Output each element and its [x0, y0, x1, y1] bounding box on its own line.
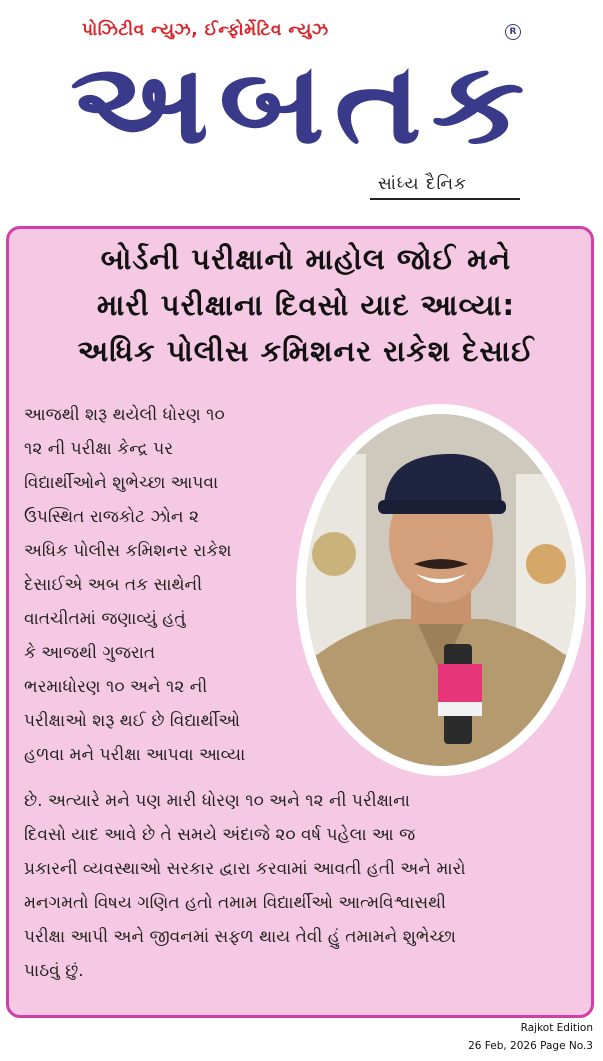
body-line: આજથી શરૂ થયેલી ધોરણ ૧૦ — [24, 405, 225, 425]
body-line: હળવા મને પરીક્ષા આપવા આવ્યા — [24, 745, 246, 765]
headline-line: બોર્ડની પરીક્ષાનો માહોલ જોઈ મને — [100, 242, 512, 276]
masthead-tagline: પોઝિટીવ ન્યુઝ, ઈન્ફોર્મેટિવ ન્યુઝ — [82, 20, 329, 40]
footer-date-page: 26 Feb, 2026 Page No.3 — [468, 1040, 593, 1052]
body-line: છે. અત્યારે મને પણ મારી ધોરણ ૧૦ અને ૧૨ ની પરીક્ષાના — [24, 791, 410, 811]
article-headline — [16, 236, 596, 374]
masthead — [0, 0, 603, 210]
body-line: પાઠવું છું. — [24, 961, 84, 981]
body-line: પરીક્ષા આપી અને જીવનમાં સફળ થાય તેવી હું તમામને શુભેચ્છા — [24, 927, 456, 947]
body-line: વાતચીતમાં જણાવ્યું હતું — [24, 609, 186, 629]
body-line: વિદ્યાર્થીઓને શુભેચ્છા આપવા — [24, 473, 219, 493]
registered-mark-icon: R — [505, 24, 521, 40]
officer-photo — [306, 414, 576, 766]
body-line: પરીક્ષાઓ શરૂ થઈ છે વિદ્યાર્થીઓ — [24, 711, 241, 731]
headline-line: મારી પરીક્ષાના દિવસો યાદ આવ્યા: — [96, 288, 516, 322]
body-line: કે આજથી ગુજરાત — [24, 643, 156, 663]
body-line: દેસાઈએ અબ તક સાથેની — [24, 575, 203, 595]
newspaper-logo: અબતક — [69, 39, 535, 169]
body-line: ૧૨ ની પરીક્ષા કેન્દ્ર પર — [24, 439, 174, 459]
article-body-column — [24, 398, 304, 772]
headline-line: અધિક પોલીસ કમિશનર રાકેશ દેસાઈ — [77, 334, 535, 368]
footer-edition: Rajkot Edition — [520, 1022, 593, 1034]
body-line: અધિક પોલીસ કમિશનર રાકેશ — [24, 541, 232, 561]
body-line: ભરમાધોરણ ૧૦ અને ૧૨ ની — [24, 677, 208, 697]
edition-type: સાંધ્ય દૈનિક — [378, 174, 468, 194]
article-body-full — [24, 784, 588, 988]
body-line: દિવસો યાદ આવે છે તે સમયે અંદાજે ૨૦ વર્ષ પહેલા આ જ — [24, 825, 416, 845]
body-line: મનગમતો વિષય ગણિત હતો તમામ વિદ્યાર્થીઓ આત્મવિશ્વાસથી — [24, 893, 447, 913]
body-line: ઉપસ્થિત રાજકોટ ઝોન ૨ — [24, 507, 199, 527]
edition-underline — [370, 198, 520, 200]
body-line: પ્રકારની વ્યવસ્થાઓ સરકાર દ્વારા કરવામાં આવતી હતી અને મારો — [24, 859, 466, 879]
